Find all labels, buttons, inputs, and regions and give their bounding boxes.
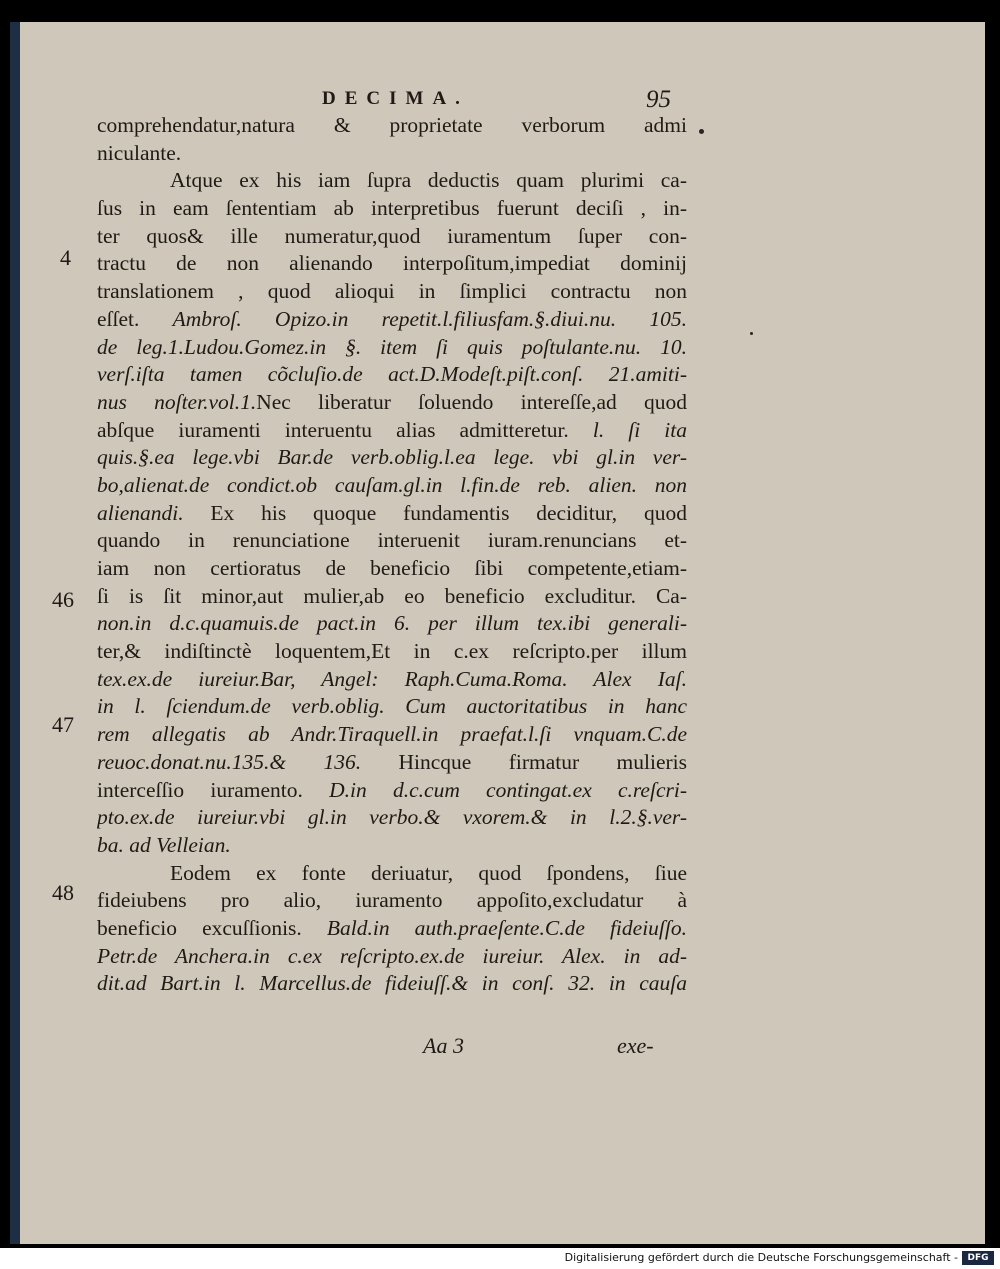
margin-note-47: 47 [52,712,74,737]
signature-mark: Aa 3 [423,1033,464,1058]
text-line: dit.ad Bart.in l. Marcellus.de fideiuſſ.& in conſ. 32. in cauſa [97,971,687,996]
text-line: pto.ex.de iureiur.vbi gl.in verbo.& vxorem.& in l.2.§.ver- [97,805,687,830]
text-line: iam non certioratus de beneficio ſibi competente,etiam- [97,556,687,580]
text-line: quando in renunciatione interuenit iuram.renuncians et- [97,528,687,553]
text-line: tex.ex.de iureiur.Bar, Angel: Raph.Cuma.Roma. Alex Iaſ. [97,666,687,691]
text-line: nus noſter.vol.1.Nec liberatur ſoluendo intereſſe,ad quod [97,389,687,414]
text-line: quis.§.ea lege.vbi Bar.de verb.oblig.l.ea lege. vbi gl.in ver- [97,445,687,470]
text-line: abſque iuramenti interuentu alias admitteretur. l. ſi ita [97,417,687,442]
text-line: ter,& indiſtinctè loquentem,Et in c.ex reſcripto.per illum [97,639,687,664]
text-line: interceſſio iuramento. D.in d.c.cum contingat.ex c.reſcri- [97,777,687,802]
text-line: ſi is ſit minor,aut mulier,ab eo beneficio excluditur. Ca- [97,583,687,608]
text-line: ter quos& ille numeratur,quod iuramentum ſuper con- [97,223,687,248]
text-line: translationem , quod alioqui in ſimplici contractu non [97,279,687,304]
text-line: Petr.de Anchera.in c.ex reſcripto.ex.de iureiur. Alex. in ad- [97,943,687,968]
digitization-footer [0,1248,1000,1269]
text-line: ſus in eam ſententiam ab interpretibus fuerunt deciſi , in- [97,196,687,221]
text-line: reuoc.donat.nu.135.& 136. Hincque firmatur mulieris [97,749,687,774]
text-line: verſ.iſta tamen cõcluſio.de act.D.Modeſt.piſt.conſ. 21.amiti- [97,362,687,387]
text-line: bo,alienat.de condict.ob cauſam.gl.in l.fin.de reb. alien. non [97,472,687,497]
page-edge [10,22,20,1244]
text-line: non.in d.c.quamuis.de pact.in 6. per illum tex.ibi generali- [97,611,687,636]
text-line: eſſet. Ambroſ. Opizo.in repetit.l.filiusfam.§.diui.nu. 105. [97,306,687,331]
page-number: 95 [646,86,671,113]
running-title: DECIMA. [322,88,469,109]
margin-note-4: 4 [60,245,71,270]
text-line: alienandi. Ex his quoque fundamentis deciditur, quod [97,500,687,525]
text-line: de leg.1.Ludou.Gomez.in §. item ſi quis poſtulante.nu. 10. [97,334,687,359]
text-line: comprehendatur,natura & proprietate verborum admi [97,113,687,137]
dfg-logo: DFG [962,1251,994,1265]
text-line: niculante. [97,140,182,165]
text-line: Eodem ex fonte deriuatur, quod ſpondens, ſiue [170,860,687,885]
text-line: tractu de non alienando interpoſitum,impediat dominij [97,251,687,276]
margin-dot [699,129,704,134]
text-line: ba. ad Velleian. [97,832,231,857]
book-page [10,22,985,1244]
text-line: Atque ex his iam ſupra deductis quam plurimi ca- [170,168,687,193]
text-line: rem allegatis ab Andr.Tiraquell.in praefat.l.ſi vnquam.C.de [97,722,687,747]
catchword: exe- [617,1033,654,1058]
margin-dot [750,332,753,335]
footer-credit: Digitalisierung gefördert durch die Deutsche Forschungsgemeinschaft - [564,1251,958,1264]
text-line: beneficio excuſſionis. Bald.in auth.praeſente.C.de fideiuſſo. [97,915,687,940]
body-text [97,112,687,998]
margin-note-48: 48 [52,880,74,905]
margin-note-46: 46 [52,587,74,612]
text-line: in l. ſciendum.de verb.oblig. Cum auctoritatibus in hanc [97,694,687,719]
text-line: fideiubens pro alio, iuramento appoſito,excludatur à [97,888,687,913]
